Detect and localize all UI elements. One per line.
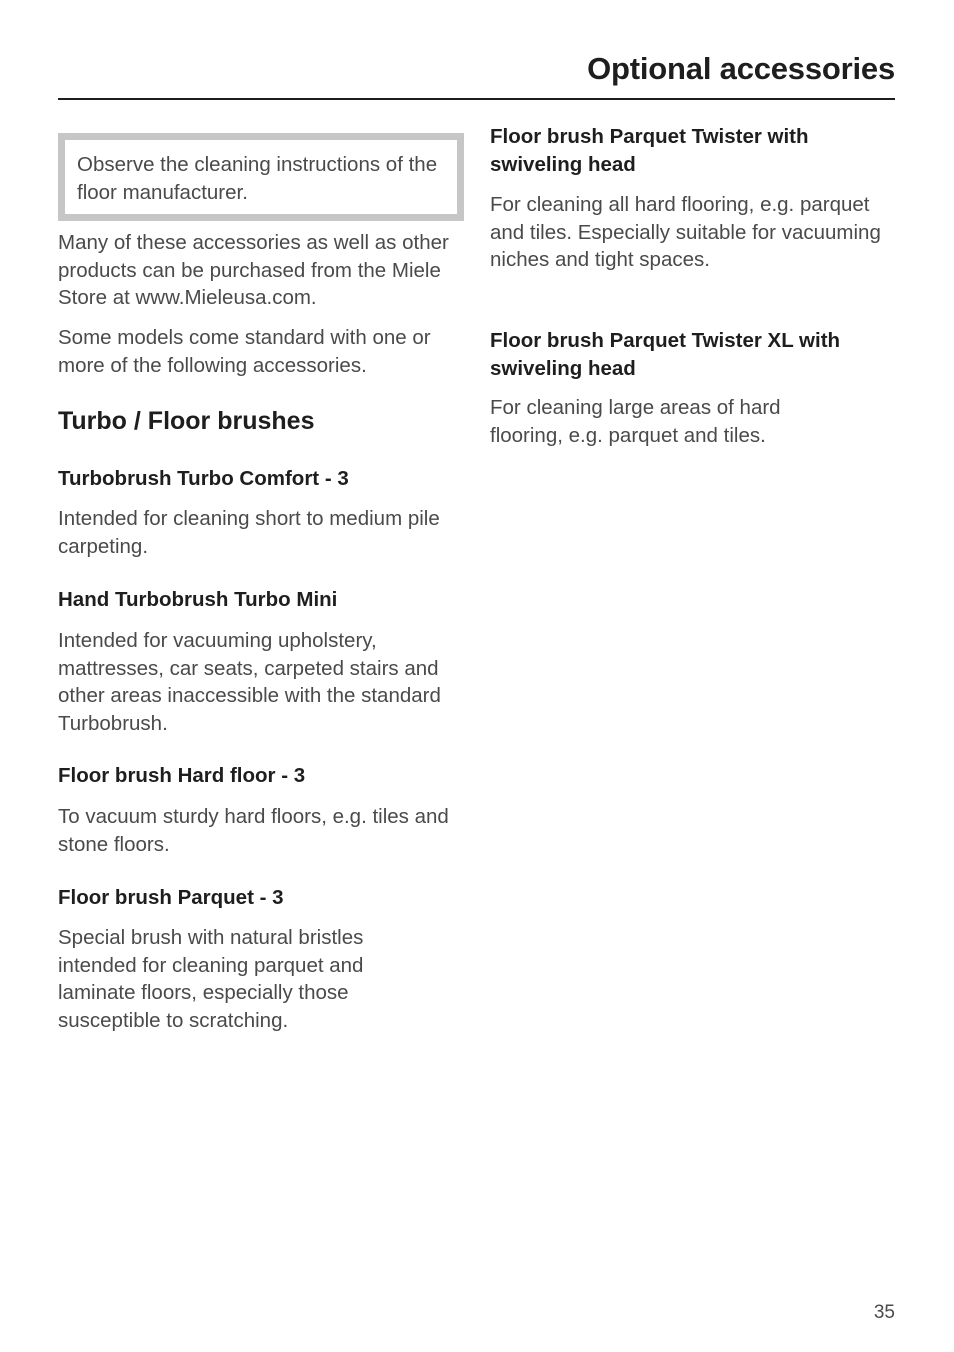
item-heading-hard-floor: Floor brush Hard floor - 3 <box>58 764 306 787</box>
intro-paragraph: Many of these accessories as well as other products can be purchased from the Miele Store at www.Mieleusa.com. <box>58 231 449 309</box>
item-text-hard-floor: To vacuum sturdy hard floors, e.g. tiles and stone floors. <box>58 805 449 856</box>
item-text-parquet-twister: For cleaning all hard flooring, e.g. parquet and tiles. Especially suitable for vacuuming niches and tight spaces. <box>490 193 881 271</box>
item-heading-parquet-twister-xl: Floor brush Parquet Twister XL with swiveling head <box>490 329 841 380</box>
item-text-parquet: Special brush with natural bristles intended for cleaning parquet and laminate floors, especially those susceptible to scratching. <box>58 926 364 1032</box>
section-heading: Turbo / Floor brushes <box>58 407 315 435</box>
page-title: Optional accessories <box>587 51 895 86</box>
item-heading-turbo-mini: Hand Turbobrush Turbo Mini <box>58 588 338 611</box>
item-text-turbo-comfort: Intended for cleaning short to medium pile carpeting. <box>58 507 440 558</box>
item-text-parquet-twister-xl: For cleaning large areas of hard flooring, e.g. parquet and tiles. <box>490 396 781 447</box>
page-number: 35 <box>873 1302 895 1323</box>
item-text-turbo-mini: Intended for vacuuming upholstery, mattresses, car seats, carpeted stairs and other areas inaccessible with the standard Turbobrush. <box>58 629 441 735</box>
item-heading-turbo-comfort: Turbobrush Turbo Comfort - 3 <box>58 467 349 490</box>
header-divider <box>58 98 895 100</box>
models-paragraph: Some models come standard with one or more of the following accessories. <box>58 326 431 377</box>
note-box: Observe the cleaning instructions of the floor manufacturer. <box>58 133 464 221</box>
item-heading-parquet-twister: Floor brush Parquet Twister with swiveling head <box>490 125 809 176</box>
item-heading-parquet: Floor brush Parquet - 3 <box>58 886 284 909</box>
